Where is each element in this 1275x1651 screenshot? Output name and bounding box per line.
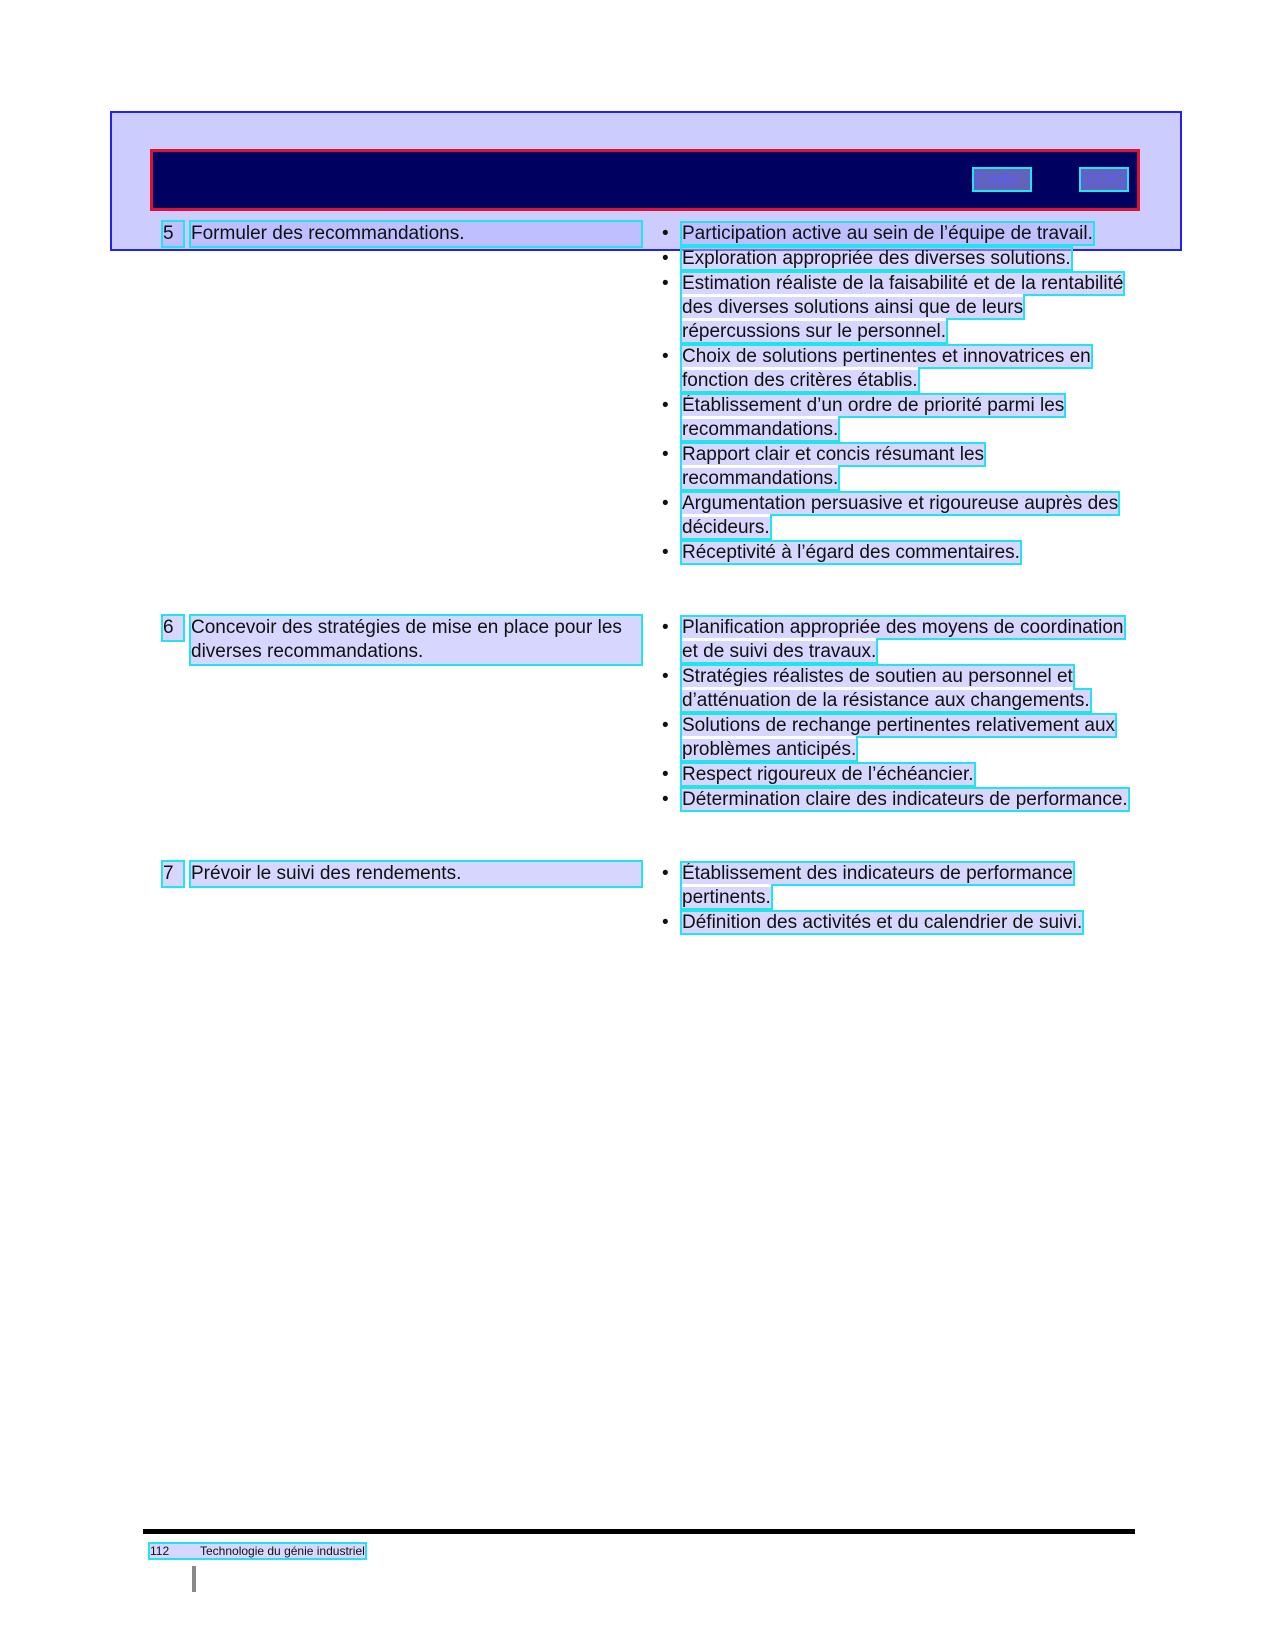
bullet-icon: • (662, 395, 669, 416)
criterion-item: • Estimation réaliste de la faisabilité et de la rentabilité des diverses solutions ainsi que de leurs répercussions sur le personnel. (662, 273, 1124, 342)
bullet-icon: • (662, 493, 669, 514)
criterion-item: • Établissement d’un ordre de priorité parmi les recommandations. (662, 395, 1065, 440)
criterion-item: • Solutions de rechange pertinentes relativement aux problèmes anticipés. (662, 715, 1116, 760)
criterion-item: • Argumentation persuasive et rigoureuse auprès des décideurs. (662, 493, 1119, 538)
bullet-icon: • (662, 346, 669, 367)
criterion-item: • Établissement des indicateurs de performance pertinents. (662, 863, 1073, 908)
competency-element: Prévoir le suivi des rendements. (191, 862, 641, 886)
criteria-list (662, 862, 1132, 936)
criterion-item: • Respect rigoureux de l’échéancier. (662, 764, 974, 785)
criterion-item: • Définition des activités et du calendrier de suivi. (662, 912, 1083, 933)
bullet-icon: • (662, 444, 669, 465)
header-bar (150, 149, 1140, 211)
footer-rule (143, 1529, 1135, 1534)
bullet-icon: • (662, 789, 669, 810)
bullet-icon: • (662, 273, 669, 294)
bullet-icon: • (662, 764, 669, 785)
bullet-icon: • (662, 863, 669, 884)
course-code (974, 169, 1127, 190)
competency-number: 5 (163, 222, 183, 246)
bullet-icon: • (662, 617, 669, 638)
criterion-item: • Réceptivité à l’égard des commentaires. (662, 542, 1020, 563)
bullet-icon: • (662, 223, 669, 244)
criteria-list (662, 616, 1132, 813)
criterion-item: • Exploration appropriée des diverses solutions. (662, 248, 1071, 269)
competency-element: Concevoir des stratégies de mise en place pour les diverses recommandations. (191, 616, 641, 664)
competency-number: 7 (163, 862, 183, 886)
criterion-item: • Choix de solutions pertinentes et innovatrices en fonction des critères établis. (662, 346, 1091, 391)
bullet-icon: • (662, 912, 669, 933)
footer-title: Technologie du génie industriel (200, 1544, 365, 1558)
criterion-item: • Détermination claire des indicateurs de performance. (662, 789, 1128, 810)
bullet-icon: • (662, 248, 669, 269)
bullet-icon: • (662, 715, 669, 736)
bullet-icon: • (662, 542, 669, 563)
competency-element: Formuler des recommandations. (191, 222, 641, 246)
competency-number: 6 (163, 616, 183, 640)
criterion-item: • Stratégies réalistes de soutien au personnel et d’atténuation de la résistance aux changements. (662, 666, 1090, 711)
bullet-icon: • (662, 666, 669, 687)
page-footer (150, 1544, 365, 1558)
footer-marker (192, 1566, 196, 1592)
criterion-item: • Participation active au sein de l’équipe de travail. (662, 223, 1093, 244)
criterion-item: • Planification appropriée des moyens de coordination et de suivi des travaux. (662, 617, 1124, 662)
page-number: 112 (150, 1544, 170, 1558)
code-value: 033Q (1080, 169, 1127, 189)
code-label: Code : (973, 169, 1030, 189)
criterion-item: • Rapport clair et concis résumant les recommandations. (662, 444, 985, 489)
criteria-list (662, 222, 1132, 566)
